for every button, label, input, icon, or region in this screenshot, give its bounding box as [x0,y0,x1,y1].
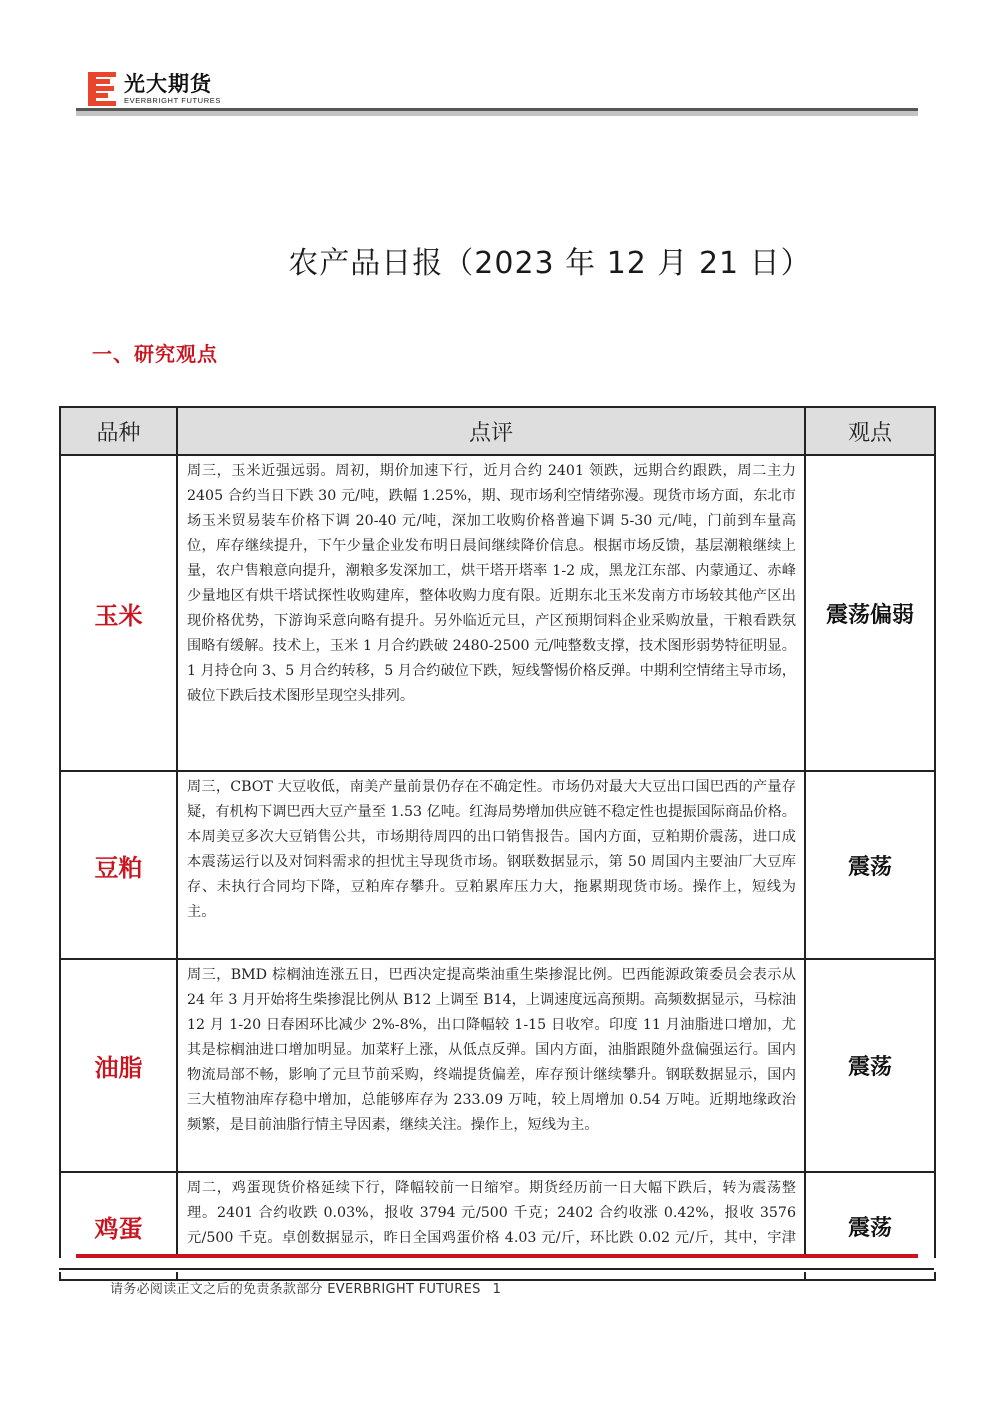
variety-cell: 油脂 [60,959,177,1172]
comment-cell: 周三，BMD 棕榈油连涨五日，巴西决定提高柴油重生柴掺混比例。巴西能源政策委员会表示从 24 年 3 月开始将生柴掺混比例从 B12 上调至 B14，上调速度远高预期。高频数据显示，马棕油 12 月 1-20 日春困环比减少 2%-8%，出口降幅较 1-15 日收窄。印度 11 月油脂进口增加，尤其是棕榈油进口增加明显。加菜籽上涨，从低点反弹。国内方面，油脂跟随外盘偏强运行。国内物流局部不畅，影响了元旦节前采购，终端提货偏差，库存预计继续攀升。钢联数据显示，国内三大植物油库存稳中增加，总能够库存为 233.09 万吨，较上周增加 0.54 万吨。近期地缘政治频繁，是目前油脂行情主导因素，继续关注。操作上，短线为主。 [177,959,805,1172]
variety-cell: 玉米 [60,455,177,771]
table-row [60,455,935,771]
research-table [59,406,936,1281]
section-heading: 一、研究观点 [92,342,218,366]
view-cell: 震荡 [805,771,935,959]
table-row [60,771,935,959]
variety-cell: 豆粕 [60,771,177,959]
logo-english-name: EVERBRIGHT FUTURES [124,96,221,105]
comment-cell: 周三，CBOT 大豆收低，南美产量前景仍存在不确定性。市场仍对最大大豆出口国巴西的产量存疑，有机构下调巴西大豆产量至 1.53 亿吨。红海局势增加供应链不稳定性也提振国际商品价格。本周美豆多次大豆销售公共，市场期待周四的出口销售报告。国内方面，豆粕期价震荡，进口成本震荡运行以及对饲料需求的担忧主导现货市场。钢联数据显示，第 50 周国内主要油厂大豆库存、未执行合同均下降，豆粕库存攀升。豆粕累库压力大，拖累期现货市场。操作上，短线为主。 [177,771,805,959]
company-logo [88,72,221,106]
page-title: 农产品日报（2023 年 12 月 21 日） [288,246,812,281]
variety-cell: 鸡蛋 [60,1172,177,1280]
view-cell: 震荡 [805,1172,935,1280]
logo-mark-icon [88,72,116,106]
table-row [60,959,935,1172]
footer-red-rule [76,1254,918,1258]
table-bottom-border [59,1268,934,1270]
logo-chinese-name: 光大期货 [124,72,212,96]
page-number: 1 [492,1282,502,1297]
header-divider-dark [76,108,918,111]
comment-cell: 周二，鸡蛋现货价格延续下行，降幅较前一日缩窄。期货经历前一日大幅下跌后，转为震荡整理。2401 合约收跌 0.03%，报收 3794 元/500 千克；2402 合约收涨 0.42%，报收 3576 元/500 千克。卓创数据显示，昨日全国鸡蛋价格 4.03 元/斤，环比跌 0.02 元/斤，其中，宇津 [177,1172,805,1280]
view-cell: 震荡 [805,959,935,1172]
page-footer [110,1278,501,1297]
table-header-row [60,407,935,455]
header-variety: 品种 [60,407,177,455]
disclaimer-text: 请务必阅读正文之后的免责条款部分 EVERBRIGHT FUTURES [110,1282,481,1297]
view-cell: 震荡偏弱 [805,455,935,771]
header-view: 观点 [805,407,935,455]
comment-cell: 周三，玉米近强远弱。周初，期价加速下行，近月合约 2401 领跌，远期合约跟跌，周二主力 2405 合约当日下跌 30 元/吨，跌幅 1.25%，期、现市场利空情绪弥漫。现货市场方面，东北市场玉米贸易装车价格下调 20-40 元/吨，深加工收购价格普遍下调 5-30 元/吨，门前到车量高位，库存继续提升，下午少量企业发布明日晨间继续降价信息。根据市场反馈，基层潮粮继续上量，农户售粮意向提升，潮粮多发深加工，烘干塔开塔率 1-2 成，黑龙江东部、内蒙通辽、赤峰少量地区有烘干塔试探性收购建库，整体收购力度有限。近期东北玉米发南方市场较其他产区出现价格优势，下游询采意向略有提升。另外临近元旦，产区预期饲料企业采购放量，干粮看跌氛围略有缓解。技术上，玉米 1 月合约跌破 2480-2500 元/吨整数支撑，技术图形弱势特征明显。1 月持仓向 3、5 月合约转移，5 月合约破位下跌，短线警惕价格反弹。中期利空情绪主导市场，破位下跌后技术图形呈现空头排列。 [177,455,805,771]
header-comment: 点评 [177,407,805,455]
